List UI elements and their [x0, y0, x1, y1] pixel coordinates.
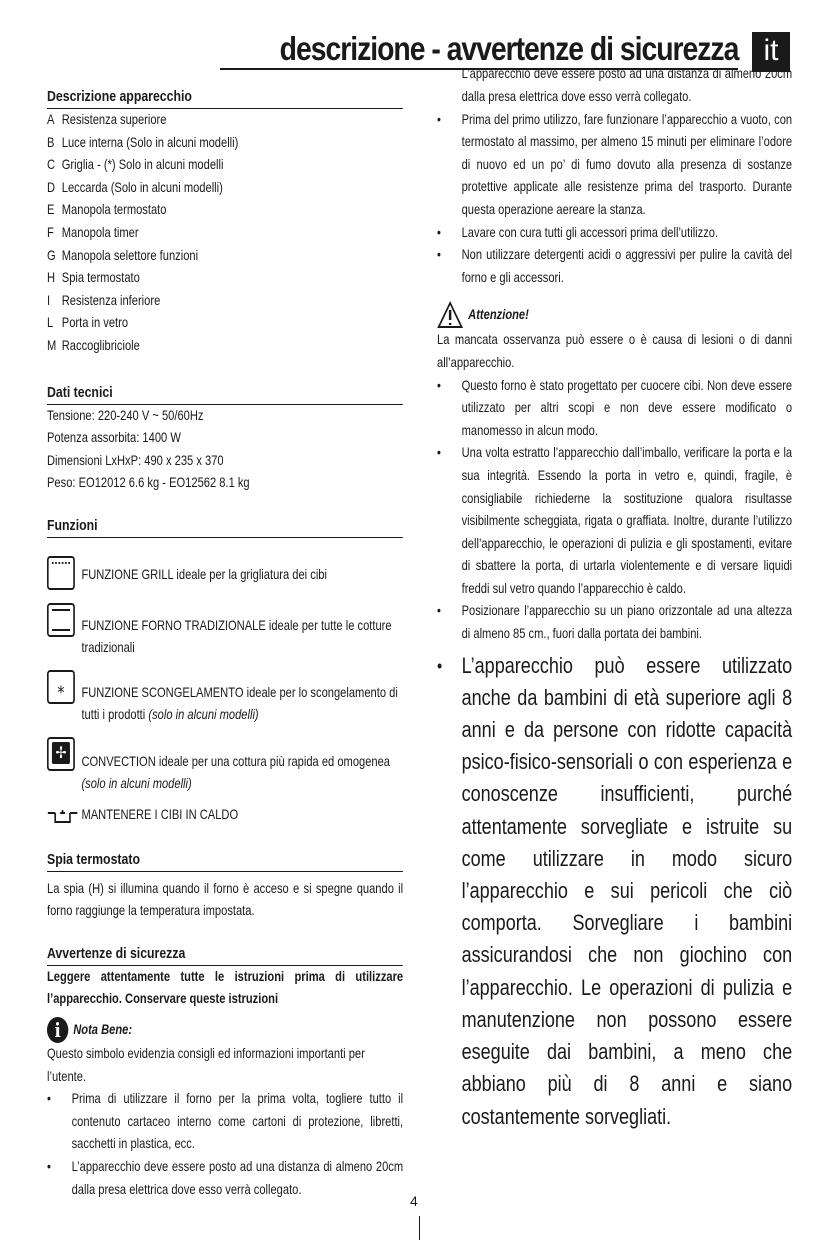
function-defrost: ⁎ FUNZIONE SCONGELAMENTO ideale per lo scongelamento di tutti i prodotti (solo in alcuni modelli)	[47, 668, 403, 727]
traditional-oven-icon	[47, 603, 75, 637]
info-icon: i	[47, 1017, 68, 1043]
important-notice: • L’apparecchio può essere utilizzato anche da bambini di età superiore agli 8 anni e da persone con ridotte capacità psico-fisico-sensoriali o con esperienza e conoscenze insufficienti, purché attentamente sorvegliate e istruite su come utilizzare in modo sicuro l’apparecchio e sui pericoli che ciò comporta. Sorvegliare i bambini assicurandosi che non giochino con l’apparecchio. Le operazioni di pulizia e manutenzione non possono essere eseguite dai bambini, a meno che abbiano più di 8 anni e siano costantemente sorvegliati.	[437, 652, 793, 1129]
description-list	[47, 109, 403, 358]
list-item: D Leccarda (Solo in alcuni modelli)	[47, 179, 223, 195]
tech-line: Peso: EO12012 6.6 kg - EO12562 8.1 kg	[47, 475, 250, 491]
function-convection: ✢ CONVECTION ideale per una cottura più rapida ed omogenea (solo in alcuni modelli)	[47, 735, 403, 796]
list-item: A Resistenza superiore	[47, 112, 167, 127]
list-item: C Griglia - (*) Solo in alcuni modelli	[47, 157, 224, 173]
function-grill: FUNZIONE GRILL ideale per la grigliatura dei cibi	[47, 554, 403, 587]
list-item: • Questo forno è stato progettato per cuocere cibi. Non deve essere utilizzato per altri scopi e non deve essere modificato o manomesso in alcun modo.	[437, 377, 793, 438]
list-item: E Manopola termostato	[47, 202, 167, 218]
defrost-icon: ⁎	[47, 670, 75, 704]
note-heading: i Nota Bene:	[47, 1017, 403, 1043]
list-item: H Spia termostato	[47, 270, 140, 286]
function-keep-warm: MANTENERE I CIBI IN CALDO	[47, 804, 403, 827]
list-item: B Luce interna (Solo in alcuni modelli)	[47, 134, 239, 150]
right-column	[437, 66, 793, 1133]
tech-line: Dimensioni LxHxP: 490 x 235 x 370	[47, 452, 224, 468]
page-divider	[419, 1216, 420, 1240]
list-item: • L’apparecchio deve essere posto ad una distanza di almeno 20cm dalla presa elettrica dove esso verrà collegato.	[47, 1159, 404, 1197]
thermostat-text: La spia (H) si illumina quando il forno è acceso e si spegne quando il forno raggiunge la temperatura impostata.	[47, 880, 404, 919]
list-item: F Manopola timer	[47, 224, 139, 240]
list-item: L Porta in vetro	[47, 315, 129, 331]
warning-text: La mancata osservanza può essere o è causa di lesioni o di danni all’apparecchio.	[437, 332, 793, 370]
tech-line: Tensione: 220-240 V ~ 50/60Hz	[47, 407, 204, 423]
warning-heading: Attenzione!	[437, 301, 792, 329]
list-item: G Manopola selettore funzioni	[47, 247, 199, 263]
tech-title: Dati tecnici	[47, 382, 403, 405]
description-title: Descrizione apparecchio	[47, 86, 403, 109]
safety-title: Avvertenze di sicurezza	[47, 943, 403, 966]
tech-line: Potenza assorbita: 1400 W	[47, 430, 181, 446]
grill-icon	[47, 556, 75, 590]
note-text: Questo simbolo evidenzia consigli ed informazioni importanti per l’utente.	[47, 1046, 365, 1084]
list-item: • Prima del primo utilizzo, fare funzionare l’apparecchio a vuoto, con termostato al massimo, per almeno 15 minuti per eliminare l’odore di nuovo ed un po’ di fumo dovuto alla presenza di sostanze protettive applicate alle resistenze prima del trasporto. Durante questa operazione aereare la stanza.	[437, 111, 793, 217]
warning-icon	[437, 301, 463, 329]
thermostat-title: Spia termostato	[47, 849, 403, 872]
page-title: descrizione - avvertenze di sicurezza	[279, 30, 738, 67]
list-item: • Lavare con cura tutti gli accessori prima dell’utilizzo.	[437, 224, 719, 240]
function-traditional: FUNZIONE FORNO TRADIZIONALE ideale per tutte le cotture tradizionali	[47, 599, 403, 660]
left-column	[47, 86, 404, 1197]
language-badge: it	[752, 32, 790, 72]
functions-title: Funzioni	[47, 515, 403, 538]
safety-intro: Leggere attentamente tutte le istruzioni prima di utilizzare l’apparecchio. Conservare queste istruzioni	[47, 968, 404, 1007]
list-item: M Raccoglibriciole	[47, 337, 140, 353]
list-item: • Prima di utilizzare il forno per la prima volta, togliere tutto il contenuto cartaceo interno come cartoni di protezione, libretti, sacchetti in plastica, ecc.	[47, 1091, 404, 1152]
list-item: • Posizionare l’apparecchio su un piano orizzontale ad una altezza di almeno 85 cm., fuori dalla portata dei bambini.	[437, 603, 793, 642]
keep-warm-icon	[47, 810, 80, 824]
list-item-continued: L’apparecchio deve essere posto ad una distanza di almeno 20cm dalla presa elettrica dove esso verrà collegato.	[461, 66, 793, 104]
page-number: 4	[410, 1193, 418, 1209]
fan-icon: ✢	[47, 737, 75, 771]
list-item: • Una volta estratto l’apparecchio dall’imballo, verificare la porta e la sua integrità. Essendo la porta in vetro e, quindi, fragile, è consigliabile richiederne la sostituzione qualora risultasse visibilmente scheggiata, rigata o graffiata. Inoltre, durante l’utilizzo dell’apparecchio, le operazioni di pulizia e gli spostamenti, evitare di sbattere la porta, di urtarla violentemente e di versare liquidi freddi sul vetro quando l’apparecchio è caldo.	[437, 445, 793, 596]
list-item: I Resistenza inferiore	[47, 292, 161, 308]
list-item: • Non utilizzare detergenti acidi o aggressivi per pulire la cavità del forno e gli accessori.	[437, 247, 793, 285]
